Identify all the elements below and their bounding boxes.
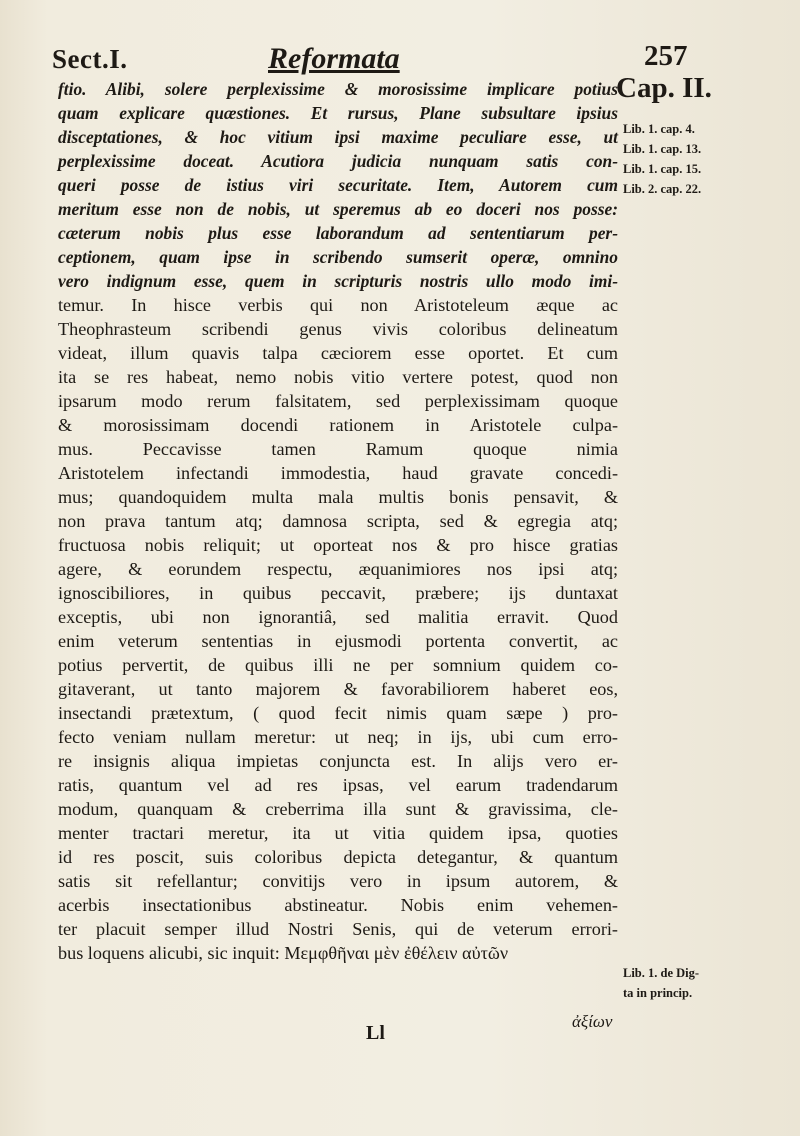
text-line: acerbis insectationibus abstineatur. Nobis enim vehemen- [58, 895, 618, 915]
text-line: exceptis, ubi non ignorantiâ, sed malitia erravit. Quod [58, 607, 618, 627]
text-line: ipsarum modo rerum falsitatem, sed perplexissimam quoque [58, 391, 618, 411]
text-line: ter placuit semper illud Nostri Senis, qui de veterum errori- [58, 919, 618, 939]
text-line: bus loquens alicubi, sic inquit: Μεμφθῆναι μὲν ἐθέλειν αὐτῶν [58, 943, 509, 963]
text-line: mus; quandoquidem multa mala multis bonis pensavit, & [58, 487, 618, 507]
text-line: menter tractari meretur, ita ut vitia quidem ipsa, quoties [58, 823, 618, 843]
text-line: meritum esse non de nobis, ut speremus ab eo doceri nos posse: [58, 199, 618, 219]
text-line: vero indignum esse, quem in scripturis nostris ullo modo imi- [58, 271, 618, 291]
margin-note: Lib. 1. de Dig- [623, 966, 700, 980]
text-line: enim veterum sententias in ejusmodi portenta convertit, ac [58, 631, 618, 651]
text-line: insectandi prætextum, ( quod fecit nimis quam sæpe ) pro- [58, 703, 618, 723]
text-line: & morosissimam docendi rationem in Aristotele culpa- [58, 415, 618, 435]
text-line: temur. In hisce verbis qui non Aristoteleum æque ac [58, 295, 618, 315]
text-line: videat, illum quavis talpa cæciorem esse oportet. Et cum [58, 343, 618, 363]
text-line: ratis, quantum vel ad res ipsas, vel earum tradendarum [58, 775, 618, 795]
text-line: potius pervertit, de quibus illi ne per somnium quidem co- [58, 655, 618, 675]
text-line: disceptationes, & hoc vitium ipsi maxime peculiare esse, ut [58, 127, 618, 147]
text-line: agere, & eorundem respectu, æquanimiores nos ipsi atq; [58, 559, 618, 579]
margin-note: Lib. 2. cap. 22. [623, 182, 702, 196]
running-title: Reformata [268, 42, 400, 75]
text-line: ignoscibiliores, in quibus peccavit, præbere; ijs duntaxat [58, 583, 618, 603]
page-number: 257 [644, 40, 688, 72]
text-line: re insignis aliqua impietas conjuncta est. In alijs vero er- [58, 751, 618, 771]
text-line: fructuosa nobis reliquit; ut oporteat nos & pro hisce gratias [58, 535, 618, 555]
margin-note: Lib. 1. cap. 15. [623, 162, 702, 176]
margin-note: Lib. 1. cap. 13. [623, 142, 702, 156]
text-line: fecto veniam nullam meretur: ut neq; in ijs, ubi cum erro- [58, 727, 618, 747]
text-line: ftio. Alibi, solere perplexissime & morosissime implicare potius [58, 79, 618, 99]
text-line: quam explicare quæstiones. Et rursus, Plane subsultare ipsius [58, 103, 618, 123]
text-line: queri posse de istius viri securitate. Item, Autorem cum [58, 175, 618, 195]
text-line: id res poscit, suis coloribus depicta detegantur, & quantum [58, 847, 618, 867]
text-line: mus. Peccavisse tamen Ramum quoque nimia [58, 439, 618, 459]
text-line: modum, quanquam & creberrima illa sunt & gravissima, cle- [58, 799, 618, 819]
text-line: Theophrasteum scribendi genus vivis coloribus delineatum [58, 319, 618, 339]
text-line: gitaverant, ut tanto majorem & favorabiliorem haberet eos, [58, 679, 618, 699]
catchword: ἀξίων [572, 1012, 613, 1031]
text-line: cæterum nobis plus esse laborandum ad sententiarum per- [58, 223, 618, 243]
text-line: satis sit refellantur; convitijs vero in ipsum autorem, & [58, 871, 618, 891]
chapter-label: Cap. II. [616, 72, 712, 104]
text-line: ceptionem, quam ipse in scribendo sumserit operæ, omnino [58, 247, 618, 267]
text-line: non prava tantum atq; damnosa scripta, sed & egregia atq; [58, 511, 618, 531]
text-line: ita se res habeat, nemo nobis vitio vertere potest, quod non [58, 367, 618, 387]
margin-note: Lib. 1. cap. 4. [623, 122, 695, 136]
margin-note: ta in princip. [623, 986, 693, 1000]
signature-mark: Ll [366, 1022, 385, 1044]
text-line: Aristotelem infectandi immodestia, haud gravate concedi- [58, 463, 618, 483]
text-line: perplexissime doceat. Acutiora judicia nunquam satis con- [58, 151, 618, 171]
section-label: Sect.I. [52, 44, 128, 74]
